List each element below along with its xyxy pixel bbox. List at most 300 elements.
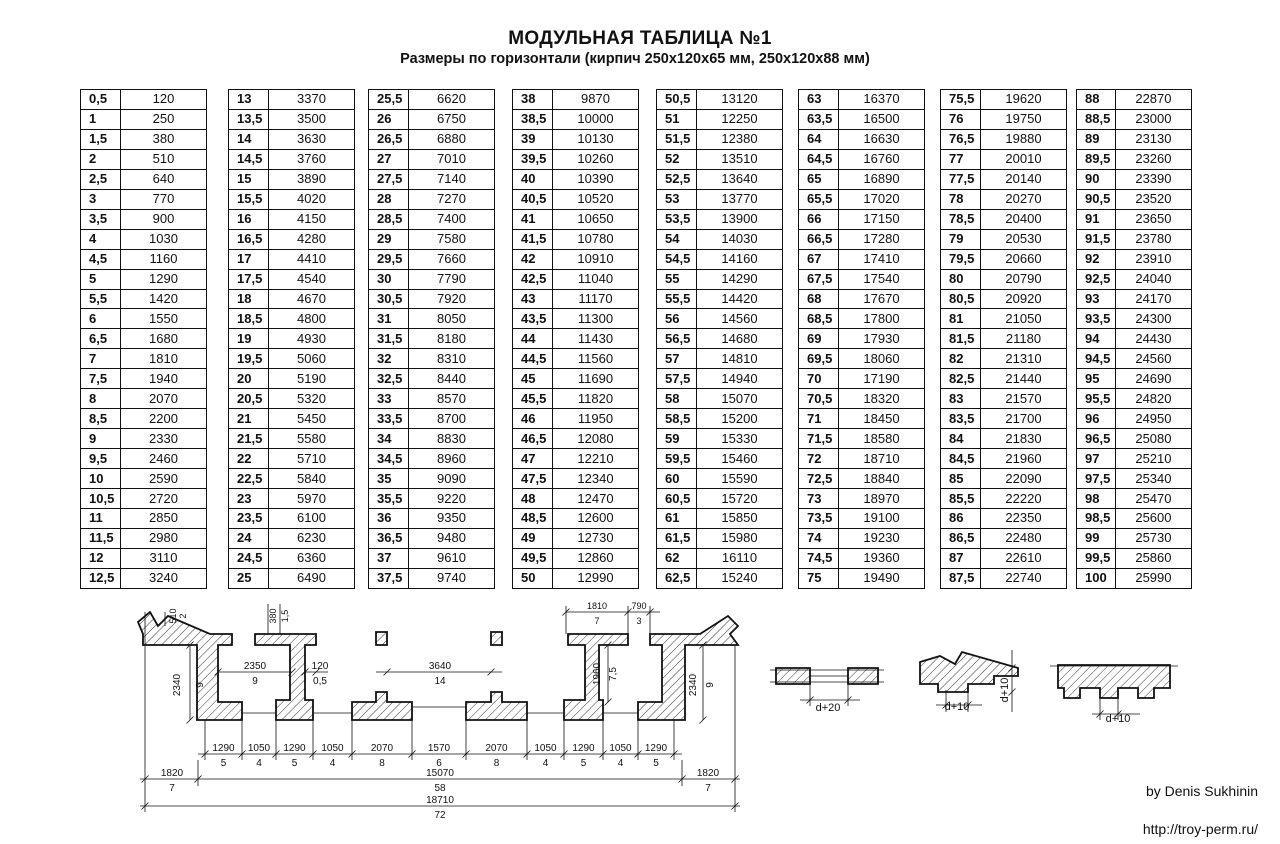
size-mm-cell: 6360 xyxy=(269,548,355,568)
size-mm-cell: 640 xyxy=(121,169,207,189)
size-mm-cell: 5580 xyxy=(269,429,355,449)
module-count-cell: 58 xyxy=(657,389,697,409)
module-count-cell: 70,5 xyxy=(799,389,839,409)
size-mm-cell: 22740 xyxy=(981,568,1067,588)
size-mm-cell: 10910 xyxy=(553,249,639,269)
module-count-cell: 54,5 xyxy=(657,249,697,269)
size-mm-cell: 20660 xyxy=(981,249,1067,269)
module-count-cell: 21,5 xyxy=(229,429,269,449)
size-mm-cell: 25210 xyxy=(1115,449,1191,469)
dimension-label: 5 xyxy=(220,758,227,769)
module-count-cell: 1,5 xyxy=(81,129,121,149)
size-mm-cell: 25860 xyxy=(1115,548,1191,568)
size-mm-cell: 10260 xyxy=(553,149,639,169)
size-mm-cell: 14160 xyxy=(697,249,783,269)
module-count-cell: 35 xyxy=(369,469,409,489)
module-count-cell: 99,5 xyxy=(1077,548,1116,568)
dimension-label: 4 xyxy=(542,758,549,769)
module-count-cell: 67,5 xyxy=(799,269,839,289)
size-mm-cell: 4150 xyxy=(269,209,355,229)
module-count-cell: 26,5 xyxy=(369,129,409,149)
module-count-cell: 58,5 xyxy=(657,409,697,429)
module-count-cell: 87 xyxy=(941,548,981,568)
size-mm-cell: 17020 xyxy=(839,189,925,209)
size-mm-cell: 12210 xyxy=(553,449,639,469)
module-count-cell: 56 xyxy=(657,309,697,329)
page-title: МОДУЛЬНАЯ ТАБЛИЦА №1 xyxy=(508,28,772,49)
module-count-cell: 92 xyxy=(1077,249,1116,269)
module-count-cell: 50,5 xyxy=(657,90,697,110)
dimension-label: 1050 xyxy=(247,743,271,754)
module-count-cell: 76,5 xyxy=(941,129,981,149)
size-mm-cell: 6880 xyxy=(409,129,495,149)
dimension-label: 8 xyxy=(379,758,385,769)
size-mm-cell: 23000 xyxy=(1115,109,1191,129)
size-mm-cell: 5450 xyxy=(269,409,355,429)
size-mm-cell: 8830 xyxy=(409,429,495,449)
size-mm-cell: 7580 xyxy=(409,229,495,249)
dimension-label: 7 xyxy=(594,616,600,626)
size-mm-cell: 23780 xyxy=(1115,229,1191,249)
size-mm-cell: 7010 xyxy=(409,149,495,169)
module-count-cell: 39,5 xyxy=(513,149,553,169)
size-mm-cell: 4800 xyxy=(269,309,355,329)
module-count-cell: 66 xyxy=(799,209,839,229)
module-count-cell: 49,5 xyxy=(513,548,553,568)
dimension-label: 7,5 xyxy=(608,667,619,681)
module-count-cell: 34,5 xyxy=(369,449,409,469)
size-mm-cell: 20140 xyxy=(981,169,1067,189)
size-mm-cell: 2200 xyxy=(121,409,207,429)
module-count-cell: 75 xyxy=(799,568,839,588)
module-count-cell: 70 xyxy=(799,369,839,389)
size-mm-cell: 25470 xyxy=(1115,489,1191,509)
size-mm-cell: 13510 xyxy=(697,149,783,169)
size-mm-cell: 11170 xyxy=(553,289,639,309)
size-mm-cell: 7790 xyxy=(409,269,495,289)
size-mm-cell: 15720 xyxy=(697,489,783,509)
module-count-cell: 2 xyxy=(81,149,121,169)
module-count-cell: 92,5 xyxy=(1077,269,1116,289)
size-mm-cell: 16500 xyxy=(839,109,925,129)
module-count-cell: 71 xyxy=(799,409,839,429)
module-count-cell: 29 xyxy=(369,229,409,249)
dimension-label: 380 xyxy=(268,608,278,624)
size-mm-cell: 15240 xyxy=(697,568,783,588)
size-mm-cell: 25600 xyxy=(1115,509,1191,529)
module-count-cell: 13,5 xyxy=(229,109,269,129)
size-mm-cell: 23260 xyxy=(1115,149,1191,169)
size-mm-cell: 7270 xyxy=(409,189,495,209)
size-mm-cell: 18320 xyxy=(839,389,925,409)
size-mm-cell: 3110 xyxy=(121,548,207,568)
module-count-cell: 19 xyxy=(229,329,269,349)
dimension-label: 4 xyxy=(617,758,624,769)
size-mm-cell: 6750 xyxy=(409,109,495,129)
module-count-cell: 64,5 xyxy=(799,149,839,169)
size-mm-cell: 1420 xyxy=(121,289,207,309)
detail-label: d+20 xyxy=(815,702,841,714)
module-count-cell: 77 xyxy=(941,149,981,169)
size-mm-cell: 21830 xyxy=(981,429,1067,449)
dimension-label: 6 xyxy=(436,758,442,769)
size-mm-cell: 3760 xyxy=(269,149,355,169)
module-count-cell: 94,5 xyxy=(1077,349,1116,369)
module-count-cell: 2,5 xyxy=(81,169,121,189)
module-count-cell: 72 xyxy=(799,449,839,469)
size-mm-cell: 9870 xyxy=(553,90,639,110)
dimension-label: 1290 xyxy=(572,743,595,754)
size-mm-cell: 23520 xyxy=(1115,189,1191,209)
module-count-cell: 79,5 xyxy=(941,249,981,269)
dimension-label: 5 xyxy=(580,758,587,769)
module-count-cell: 5,5 xyxy=(81,289,121,309)
module-count-cell: 8,5 xyxy=(81,409,121,429)
size-mm-cell: 21700 xyxy=(981,409,1067,429)
pier-left xyxy=(255,634,316,720)
module-count-cell: 21 xyxy=(229,409,269,429)
module-count-cell: 81,5 xyxy=(941,329,981,349)
module-count-cell: 42,5 xyxy=(513,269,553,289)
size-mm-cell: 5060 xyxy=(269,349,355,369)
module-count-cell: 23,5 xyxy=(229,509,269,529)
module-count-cell: 52,5 xyxy=(657,169,697,189)
dimension-label: 120 xyxy=(311,661,329,672)
size-mm-cell: 1030 xyxy=(121,229,207,249)
module-count-cell: 34 xyxy=(369,429,409,449)
size-mm-cell: 24300 xyxy=(1115,309,1191,329)
size-mm-cell: 19100 xyxy=(839,509,925,529)
size-mm-cell: 14680 xyxy=(697,329,783,349)
dimension-label: 1050 xyxy=(609,743,632,754)
size-mm-cell: 1550 xyxy=(121,309,207,329)
module-count-cell: 72,5 xyxy=(799,469,839,489)
module-count-cell: 68,5 xyxy=(799,309,839,329)
size-mm-cell: 15330 xyxy=(697,429,783,449)
size-mm-cell: 14030 xyxy=(697,229,783,249)
module-count-cell: 15,5 xyxy=(229,189,269,209)
module-count-cell: 46 xyxy=(513,409,553,429)
module-count-cell: 8 xyxy=(81,389,121,409)
size-mm-cell: 4540 xyxy=(269,269,355,289)
size-mm-cell: 20010 xyxy=(981,149,1067,169)
module-count-cell: 71,5 xyxy=(799,429,839,449)
dimension-label: 1570 xyxy=(427,743,451,754)
module-count-cell: 80,5 xyxy=(941,289,981,309)
dimension-label: 2340 xyxy=(688,673,699,697)
module-count-cell: 81 xyxy=(941,309,981,329)
module-count-cell: 22 xyxy=(229,449,269,469)
size-mm-cell: 18060 xyxy=(839,349,925,369)
size-mm-cell: 19880 xyxy=(981,129,1067,149)
size-mm-cell: 21960 xyxy=(981,449,1067,469)
size-mm-cell: 5710 xyxy=(269,449,355,469)
module-count-cell: 29,5 xyxy=(369,249,409,269)
size-mm-cell: 6230 xyxy=(269,528,355,548)
module-count-cell: 38,5 xyxy=(513,109,553,129)
module-count-cell: 89,5 xyxy=(1077,149,1116,169)
module-count-cell: 97 xyxy=(1077,449,1116,469)
module-count-cell: 45 xyxy=(513,369,553,389)
size-mm-cell: 20270 xyxy=(981,189,1067,209)
module-count-cell: 42 xyxy=(513,249,553,269)
small-pier-left xyxy=(376,632,387,645)
size-mm-cell: 18840 xyxy=(839,469,925,489)
size-mm-cell: 510 xyxy=(121,149,207,169)
size-mm-cell: 13900 xyxy=(697,209,783,229)
module-count-cell: 40,5 xyxy=(513,189,553,209)
module-count-cell: 36 xyxy=(369,509,409,529)
module-count-cell: 82,5 xyxy=(941,369,981,389)
size-mm-cell: 17800 xyxy=(839,309,925,329)
dimension-label: 1050 xyxy=(534,743,557,754)
dimension-label: 1,5 xyxy=(280,609,290,623)
size-mm-cell: 19490 xyxy=(839,568,925,588)
wall-sections xyxy=(138,609,1170,720)
module-count-cell: 47,5 xyxy=(513,469,553,489)
size-mm-cell: 4020 xyxy=(269,189,355,209)
size-mm-cell: 12080 xyxy=(553,429,639,449)
dimension-label: 8 xyxy=(493,758,500,769)
module-count-cell: 98,5 xyxy=(1077,509,1116,529)
size-mm-cell: 19750 xyxy=(981,109,1067,129)
size-mm-cell: 17670 xyxy=(839,289,925,309)
dimension-label: 15070 xyxy=(426,768,454,779)
module-count-cell: 6 xyxy=(81,309,121,329)
module-count-cell: 55,5 xyxy=(657,289,697,309)
size-mm-cell: 14560 xyxy=(697,309,783,329)
size-mm-cell: 11040 xyxy=(553,269,639,289)
module-count-cell: 28,5 xyxy=(369,209,409,229)
module-count-cell: 95,5 xyxy=(1077,389,1116,409)
module-count-cell: 33,5 xyxy=(369,409,409,429)
dimension-label: 58 xyxy=(434,783,446,794)
size-mm-cell: 10780 xyxy=(553,229,639,249)
size-mm-cell: 5970 xyxy=(269,489,355,509)
size-mm-cell: 11300 xyxy=(553,309,639,329)
size-mm-cell: 21440 xyxy=(981,369,1067,389)
jamb-right xyxy=(466,692,527,720)
module-count-cell: 57 xyxy=(657,349,697,369)
size-mm-cell: 12380 xyxy=(697,129,783,149)
size-mm-cell: 12470 xyxy=(553,489,639,509)
module-count-cell: 54 xyxy=(657,229,697,249)
module-count-cell: 74,5 xyxy=(799,548,839,568)
module-count-cell: 49 xyxy=(513,528,553,548)
size-mm-cell: 16630 xyxy=(839,129,925,149)
size-mm-cell: 10130 xyxy=(553,129,639,149)
size-mm-cell: 12990 xyxy=(553,568,639,588)
module-count-cell: 48 xyxy=(513,489,553,509)
size-mm-cell: 15590 xyxy=(697,469,783,489)
module-count-cell: 39 xyxy=(513,129,553,149)
module-count-cell: 68 xyxy=(799,289,839,309)
size-mm-cell: 1290 xyxy=(121,269,207,289)
size-mm-cell: 19360 xyxy=(839,548,925,568)
module-count-cell: 7,5 xyxy=(81,369,121,389)
size-mm-cell: 11430 xyxy=(553,329,639,349)
small-pier-right xyxy=(491,632,502,645)
module-count-cell: 82 xyxy=(941,349,981,369)
module-count-cell: 62,5 xyxy=(657,568,697,588)
size-mm-cell: 15460 xyxy=(697,449,783,469)
size-mm-cell: 21180 xyxy=(981,329,1067,349)
size-mm-cell: 25730 xyxy=(1115,528,1191,548)
dimension-label: 1810 xyxy=(586,601,608,611)
module-count-cell: 56,5 xyxy=(657,329,697,349)
size-mm-cell: 380 xyxy=(121,129,207,149)
module-count-cell: 4,5 xyxy=(81,249,121,269)
module-count-cell: 47 xyxy=(513,449,553,469)
module-count-cell: 57,5 xyxy=(657,369,697,389)
size-mm-cell: 22090 xyxy=(981,469,1067,489)
dimension-label: 5 xyxy=(291,758,298,769)
module-count-cell: 5 xyxy=(81,269,121,289)
module-count-cell: 79 xyxy=(941,229,981,249)
size-mm-cell: 3630 xyxy=(269,129,355,149)
author-credit: by Denis Sukhinin xyxy=(1145,783,1258,799)
module-count-cell: 90 xyxy=(1077,169,1116,189)
module-count-cell: 76 xyxy=(941,109,981,129)
size-mm-cell: 13120 xyxy=(697,90,783,110)
module-count-cell: 22,5 xyxy=(229,469,269,489)
module-count-cell: 90,5 xyxy=(1077,189,1116,209)
module-count-cell: 51,5 xyxy=(657,129,697,149)
module-count-cell: 44,5 xyxy=(513,349,553,369)
module-count-cell: 30 xyxy=(369,269,409,289)
module-count-cell: 33 xyxy=(369,389,409,409)
size-mm-cell: 12250 xyxy=(697,109,783,129)
size-mm-cell: 10390 xyxy=(553,169,639,189)
size-mm-cell: 20790 xyxy=(981,269,1067,289)
module-count-cell: 99 xyxy=(1077,528,1116,548)
module-count-cell: 41,5 xyxy=(513,229,553,249)
module-count-cell: 100 xyxy=(1077,568,1116,588)
module-count-cell: 98 xyxy=(1077,489,1116,509)
module-count-cell: 52 xyxy=(657,149,697,169)
module-count-cell: 27,5 xyxy=(369,169,409,189)
size-mm-cell: 24690 xyxy=(1115,369,1191,389)
size-mm-cell: 10650 xyxy=(553,209,639,229)
module-count-cell: 88,5 xyxy=(1077,109,1116,129)
dimension-label: 14 xyxy=(434,676,446,687)
module-count-cell: 38 xyxy=(513,90,553,110)
module-count-cell: 60,5 xyxy=(657,489,697,509)
size-mm-cell: 21050 xyxy=(981,309,1067,329)
dimension-label: 7 xyxy=(169,783,175,794)
size-mm-cell: 14810 xyxy=(697,349,783,369)
size-mm-cell: 21310 xyxy=(981,349,1067,369)
size-mm-cell: 11950 xyxy=(553,409,639,429)
size-mm-cell: 3500 xyxy=(269,109,355,129)
detail-3-corbel xyxy=(1058,665,1170,698)
module-count-cell: 11 xyxy=(81,509,121,529)
size-mm-cell: 9220 xyxy=(409,489,495,509)
module-count-cell: 94 xyxy=(1077,329,1116,349)
source-url: http://troy-perm.ru/ xyxy=(1142,821,1258,837)
size-mm-cell: 15850 xyxy=(697,509,783,529)
module-count-cell: 67 xyxy=(799,249,839,269)
module-count-cell: 53 xyxy=(657,189,697,209)
size-mm-cell: 24430 xyxy=(1115,329,1191,349)
size-mm-cell: 24950 xyxy=(1115,409,1191,429)
module-count-cell: 95 xyxy=(1077,369,1116,389)
size-mm-cell: 14940 xyxy=(697,369,783,389)
module-count-cell: 48,5 xyxy=(513,509,553,529)
module-count-cell: 80 xyxy=(941,269,981,289)
module-count-cell: 65 xyxy=(799,169,839,189)
dimension-label: 3 xyxy=(636,616,642,626)
module-count-cell: 35,5 xyxy=(369,489,409,509)
module-count-cell: 86,5 xyxy=(941,528,981,548)
size-mm-cell: 20400 xyxy=(981,209,1067,229)
size-mm-cell: 2330 xyxy=(121,429,207,449)
size-mm-cell: 1810 xyxy=(121,349,207,369)
module-count-cell: 55 xyxy=(657,269,697,289)
module-count-cell: 36,5 xyxy=(369,528,409,548)
module-count-cell: 17 xyxy=(229,249,269,269)
module-count-cell: 7 xyxy=(81,349,121,369)
size-mm-cell: 1160 xyxy=(121,249,207,269)
dimension-label: 1820 xyxy=(160,768,184,779)
module-count-cell: 20,5 xyxy=(229,389,269,409)
size-mm-cell: 12730 xyxy=(553,528,639,548)
size-mm-cell: 23130 xyxy=(1115,129,1191,149)
size-mm-cell: 22870 xyxy=(1115,90,1191,110)
module-count-cell: 0,5 xyxy=(81,90,121,110)
module-count-cell: 83,5 xyxy=(941,409,981,429)
size-mm-cell: 21570 xyxy=(981,389,1067,409)
module-count-cell: 14 xyxy=(229,129,269,149)
module-count-cell: 62 xyxy=(657,548,697,568)
dimension-label: 9 xyxy=(705,682,716,688)
size-mm-cell: 11560 xyxy=(553,349,639,369)
size-mm-cell: 9350 xyxy=(409,509,495,529)
size-mm-cell: 8960 xyxy=(409,449,495,469)
module-count-cell: 3,5 xyxy=(81,209,121,229)
size-mm-cell: 18710 xyxy=(839,449,925,469)
module-count-cell: 50 xyxy=(513,568,553,588)
size-mm-cell: 11820 xyxy=(553,389,639,409)
size-mm-cell: 3240 xyxy=(121,568,207,588)
size-mm-cell: 24170 xyxy=(1115,289,1191,309)
dimension-label: 9 xyxy=(252,676,258,687)
module-count-cell: 77,5 xyxy=(941,169,981,189)
size-mm-cell: 22220 xyxy=(981,489,1067,509)
dimension-label: 510 xyxy=(168,608,178,624)
module-count-cell: 84,5 xyxy=(941,449,981,469)
size-mm-cell: 7140 xyxy=(409,169,495,189)
size-mm-cell: 7400 xyxy=(409,209,495,229)
size-mm-cell: 16110 xyxy=(697,548,783,568)
module-count-cell: 69 xyxy=(799,329,839,349)
module-count-cell: 24 xyxy=(229,528,269,548)
size-mm-cell: 6100 xyxy=(269,509,355,529)
module-count-cell: 96 xyxy=(1077,409,1116,429)
module-count-cell: 19,5 xyxy=(229,349,269,369)
dimension-label: 1290 xyxy=(644,743,668,754)
dimension-label: 2070 xyxy=(370,743,394,754)
size-mm-cell: 19230 xyxy=(839,528,925,548)
size-mm-cell: 6620 xyxy=(409,90,495,110)
size-mm-cell: 23390 xyxy=(1115,169,1191,189)
module-count-cell: 53,5 xyxy=(657,209,697,229)
size-mm-cell: 8180 xyxy=(409,329,495,349)
size-mm-cell: 3370 xyxy=(269,90,355,110)
size-mm-cell: 20530 xyxy=(981,229,1067,249)
size-mm-cell: 24820 xyxy=(1115,389,1191,409)
module-count-cell: 37 xyxy=(369,548,409,568)
